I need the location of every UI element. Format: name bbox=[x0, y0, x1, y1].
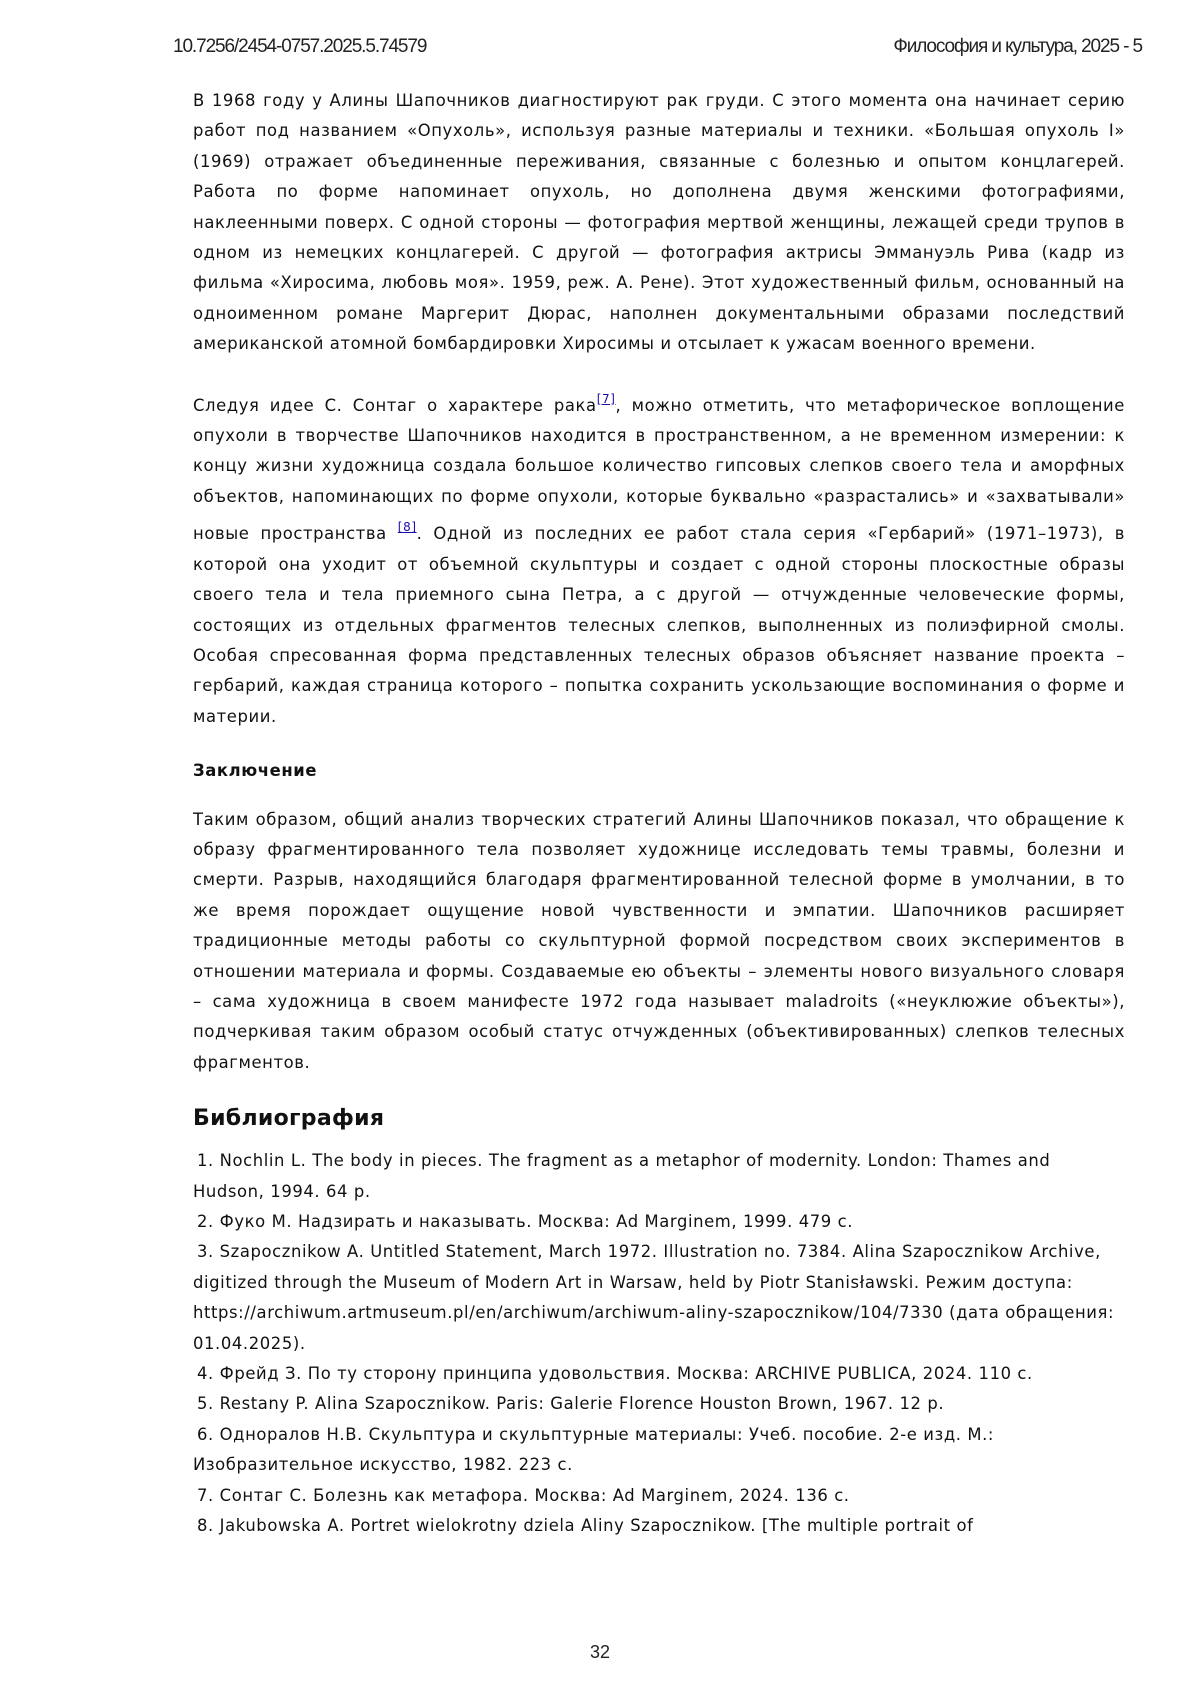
bib-item: 6. Одноралов Н.В. Скульптура и скульптурные материалы: Учеб. пособие. 2-е изд. М.: Изобразительное искусство, 1982. 223 с. bbox=[193, 1420, 1125, 1481]
footnote-ref-7[interactable]: [7] bbox=[597, 392, 616, 406]
footnote-ref-8[interactable]: [8] bbox=[398, 520, 417, 534]
bib-item: 8. Jakubowska A. Portret wielokrotny dziela Aliny Szapocznikow. [The multiple portrait of bbox=[193, 1511, 1125, 1541]
article-body bbox=[193, 86, 1125, 1541]
bib-item: 5. Restany P. Alina Szapocznikow. Paris: Galerie Florence Houston Brown, 1967. 12 p. bbox=[193, 1389, 1125, 1419]
paragraph-2 bbox=[193, 384, 1125, 732]
bib-item: 2. Фуко М. Надзирать и наказывать. Москва: Ad Marginem, 1999. 479 с. bbox=[193, 1207, 1125, 1237]
bibliography-heading: Библиография bbox=[193, 1102, 1125, 1136]
paragraph-text: Следуя идее С. Сонтаг о характере рака bbox=[193, 396, 597, 415]
bib-item: 4. Фрейд З. По ту сторону принципа удовольствия. Москва: ARCHIVE PUBLICA, 2024. 110 с. bbox=[193, 1359, 1125, 1389]
bib-item: 7. Сонтаг С. Болезнь как метафора. Москва: Ad Marginem, 2024. 136 с. bbox=[193, 1481, 1125, 1511]
doi: 10.7256/2454-0757.2025.5.74579 bbox=[173, 36, 426, 58]
paragraph-text: . Одной из последних ее работ стала серия «Гербарий» (1971–1973), в которой она уходит от объемной скульптуры и создает с одной стороны плоскостные образы своего тела и тела приемного сына Петра, а с другой — отчужденные человеческие формы, состоящих из отдельных фрагментов телесных слепков, выполненных из полиэфирной смолы. Особая спресованная форма представленных телесных образов объясняет название проекта – гербарий, каждая страница которого – попытка сохранить ускользающие воспоминания о форме и материи. bbox=[193, 524, 1125, 725]
bibliography-list bbox=[193, 1146, 1125, 1541]
conclusion-paragraph: Таким образом, общий анализ творческих стратегий Алины Шапочников показал, что обращение к образу фрагментированного тела позволяет художнице исследовать темы травмы, болезни и смерти. Разрыв, находящийся благодаря фрагментированной телесной форме в умолчании, в то же время порождает ощущение новой чувственности и эмпатии. Шапочников расширяет традиционные методы работы со скульптурной формой посредством своих экспериментов в отношении материала и формы. Создаваемые ею объекты – элементы нового визуального словаря – сама художница в своем манифесте 1972 года называет maladroits («неуклюжие объекты»), подчеркивая таким образом особый статус отчужденных (объективированных) слепков телесных фрагментов. bbox=[193, 805, 1125, 1079]
paragraph-1: В 1968 году у Алины Шапочников диагностируют рак груди. С этого момента она начинает серию работ под названием «Опухоль», используя разные материалы и техники. «Большая опухоль I» (1969) отражает объединенные переживания, связанные с болезнью и опытом концлагерей. Работа по форме напоминает опухоль, но дополнена двумя женскими фотографиями, наклеенными поверх. С одной стороны — фотография мертвой женщины, лежащей среди трупов в одном из немецких концлагерей. С другой — фотография актрисы Эммануэль Рива (кадр из фильма «Хиросима, любовь моя». 1959, реж. А. Рене). Этот художественный фильм, основанный на одноименном романе Маргерит Дюрас, наполнен документальными образами последствий американской атомной бомбардировки Хиросимы и отсылает к ужасам военного времени. bbox=[193, 86, 1125, 360]
paragraph-text: , можно отметить, что метафорическое воплощение опухоли в творчестве Шапочников находится в пространственном, а не временном измерении: к концу жизни художница создала большое количество гипсовых слепков своего тела и аморфных объектов, напоминающих по форме опухоли, которые буквально «разрастались» и «захватывали» новые пространства bbox=[193, 396, 1125, 544]
conclusion-heading: Заключение bbox=[193, 756, 1125, 786]
bib-item: 3. Szapocznikow A. Untitled Statement, March 1972. Illustration no. 7384. Alina Szapocznikow Archive, digitized through the Museum of Modern Art in Warsaw, held by Piotr Stanisławski. Режим доступа: https://archiwum.artmuseum.pl/en/archiwum/archiwum-aliny-szapocznikow/104/7330 (дата обращения: 01.04.2025). bbox=[193, 1237, 1125, 1359]
journal-title: Философия и культура, 2025 - 5 bbox=[893, 36, 1142, 58]
page-number: 32 bbox=[0, 1642, 1200, 1663]
bib-item: 1. Nochlin L. The body in pieces. The fragment as a metaphor of modernity. London: Thames and Hudson, 1994. 64 p. bbox=[193, 1146, 1125, 1207]
